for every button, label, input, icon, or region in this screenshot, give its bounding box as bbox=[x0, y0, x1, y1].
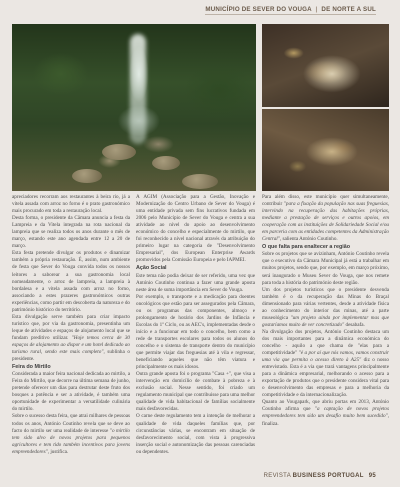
paragraph-text: , salienta António Coutinho. bbox=[279, 236, 338, 243]
header-section: MUNICÍPIO DE SEVER DO VOUGA bbox=[205, 6, 312, 13]
page-header bbox=[205, 6, 376, 15]
text-column-3 bbox=[262, 194, 389, 428]
paragraph-text: , finaliza. bbox=[262, 413, 389, 427]
paragraph bbox=[12, 413, 130, 455]
quote: "um projeto ainda por implementar mas que gostaríamos muito de ver concretizado" bbox=[262, 314, 389, 328]
waterfall-photo bbox=[12, 24, 256, 191]
paragraph bbox=[262, 329, 389, 399]
paragraph: apreciadores recorram aos restaurantes à beira rio, já a vitela assada com arroz no forno é o prato gastronómico mais procurado em toda a restauração local. bbox=[12, 194, 130, 215]
quote: "Hoje temos cerca de 30 espaços de alojamento ao dispor e um hotel dedicado ao turismo rural, sendo este mais completo" bbox=[12, 334, 130, 356]
paragraph-text: Para além disso, este município quer simultaneamente, contribuir bbox=[262, 194, 389, 208]
quote: "o mirtilo tem sido alvo de novos projetos para pequenos agricultores e tem tido também incentivos para jovens empreendedores" bbox=[12, 427, 130, 455]
page-footer bbox=[264, 473, 376, 479]
waterfall-stream bbox=[130, 34, 146, 144]
paragraph bbox=[262, 399, 389, 427]
paragraph: Este tema não podia deixar de ser referido, uma vez que António Coutinho continua a fazer uma grande aposta neste área de suma importância em Sever do Vouga. bbox=[136, 272, 255, 293]
paragraph bbox=[12, 314, 130, 363]
rock bbox=[72, 169, 102, 183]
paragraph: Sobre os projetos que se avizinham, António Coutinho revela que o executivo da Câmara Municipal já está a trabalhar em muitos projetos, sendo que, por exemplo, em março próximo, será inaugurado o Museu Sever do Vouga, que nos remete para toda a história do património deste região. bbox=[262, 251, 389, 286]
paragraph-text: Esta divulgação serve também para criar impacto turístico que, por via da gastronomia, presentinha um leque de atividades e espaços de alojamento local que se fundam preditivo utilizar. bbox=[12, 313, 130, 341]
paragraph-text: Quanto ao Vougapark, que abriu portas em 2013, António Coutinho afirma que bbox=[262, 399, 389, 413]
quote: "para a fixação da população nas suas freguesias, intervindo na recuperação das habitações próprias, mediante a prestação de serviços e outros apoios, em cooperação com as instituições de Solidariedade Social e/ou em parceria com as entidades competentes da Administração Central" bbox=[262, 201, 389, 243]
paragraph-text: Um dos projetos turísticos que o presidente desvenda também é o da recuperação das Minas do Braçal dimensionado para várias vertentes, desde a atividade física ao conhecimento do interior das minas, até a parte museológica bbox=[262, 286, 389, 321]
paragraph: Considerada a maior feira nacional dedicada ao mirtilo, a Feira do Mirtilo, que decorre na última semana de junho, pretende oferecer um dias para destrutar deste fruto dos bosques a potência e ser a atividade, é também uma oportunidade de experimentar a versatilidade culinária do mirtilo. bbox=[12, 371, 130, 413]
paragraph: Desta forma, o presidente da Câmara anuncia a festa da Lampreia e da Vitela integrada na rota nacional da lampreia que se realiza todos os anos durante o mês de março, estando este ano agendada entre 12 a 20 de março. bbox=[12, 215, 130, 250]
subhead-enaltecer-regiao: O que falta para enaltecer a região bbox=[262, 244, 351, 251]
paragraph-text: Sobre o sucesso desta feira, que atrai milhares de pessoas todos os anos, António Coutinho revela que se deve ao facto do mirtilo ser uma realidade de interesse bbox=[12, 413, 130, 434]
paragraph: A AGIM (Associação para a Gestão, Inovação e Modernização do Centro Urbano de Sever do Vouga) é uma entidade privada sem fins lucrativos fundada em 2006 pelo Município de Sever do Vouga e centra a sua atividade ao nível do apoio ao desenvolvimento económico do concelho e especialmente do mirtilo, que foi reconhecido a nível nacional através da atribuição do primeiro lugar na categoria de "Desenvolvimento Empresarial", dos European Enterprise Awards promovidos pela Comissão Europeia e pelo IAPMEI. bbox=[136, 194, 255, 264]
food-photo-2 bbox=[262, 109, 389, 191]
paragraph: Esta festa pretende divulgar os produtos e dinamizar também a própria restauração. É, assim, num ambiente de festa que Sever do Vouga convida todos os nossos leitores a saborear a sua gastronomia local nomeadamente, o arroz de lampreia, a lampreia à bordalesa e a vitela assada com arroz no forno, associando a estes prazeres gastronómicos outras experiências, como partir em descoberta da natureza e do património histórico do território. bbox=[12, 250, 130, 313]
rock bbox=[152, 156, 180, 170]
paragraph bbox=[262, 287, 389, 329]
paragraph-text: Na divulgação dos projetos, António Coutinho destaca um dos mais importantes para a dinâmica económica do concelho - aquilo a que chama de "elas para a competitividade" bbox=[262, 328, 389, 357]
header-region: DE NORTE A SUL bbox=[321, 6, 376, 13]
footer-brand: BUSINESS PORTUGAL bbox=[292, 473, 364, 479]
rock bbox=[102, 144, 136, 160]
header-separator: | bbox=[315, 6, 318, 13]
paragraph-text: desabafa. bbox=[344, 321, 365, 328]
subhead-acao-social: Ação Social bbox=[136, 265, 167, 272]
quote: "a captação de novos projetos empreendedores tem sido um desafio muito bem sucedido" bbox=[262, 406, 389, 420]
text-column-2 bbox=[136, 194, 255, 456]
paragraph-text: , sublinha o presidente. bbox=[12, 349, 130, 363]
paragraph: O carne deste regulamento tem a intenção de melhorar a qualidade de vida daqueles famílias que, por circunstâncias várias, se encontram em situação de desfavorecimento social, com vista à progressiva inserção social e autonomização das pessoas carenciadas ou dependentes. bbox=[136, 413, 255, 455]
page-number: 95 bbox=[368, 473, 376, 479]
footer-magazine: REVISTA bbox=[263, 473, 291, 479]
subhead-feira-mirtilo: Feira do Mirtilo bbox=[12, 364, 51, 371]
paragraph-text: diz o nosso entrevistado. Esta é a via que trará vantagens principalmente para a dinâmica empresarial, melhorando o acesso para a exportação de produtos que o presidente considera vital para o desenvolvimento das empresas e para a melhoria da competitividade e da internacionalização. bbox=[262, 357, 390, 399]
rock bbox=[182, 174, 218, 189]
paragraph bbox=[262, 194, 389, 243]
paragraph-text: , justifica. bbox=[47, 448, 69, 455]
paragraph: Por exemplo, o transporte e a medicação para doentes oncológicos que estão para ser assegurados pela Câmara, ou os programas das componentes, almoço e prolongamento de horário dos Jardins de Infância e Escolas do 1º Ciclo, ou as AEC's, implementadas desde o início e a funcionar em todo o concelho, bem como a rede de transportes escolares para todos os alunos do concelho e o sistema de transporte dentro do município que permite viajar das freguesias até à vila e regressar, beneficiando aqueles que não têm viatura e principalmente os mais idosos. bbox=[136, 293, 255, 371]
text-column-1 bbox=[12, 194, 130, 456]
paragraph: Outra grande aposta foi o programa "Casa +", que visa a intervenção em domicílio de combate à pobreza e à exclusão social. Nesse sentido, foi criado um regulamento municipal que contribuisse para uma melhor qualidade de vida habitacional de famílias socialmente mais desfavorecidas. bbox=[136, 371, 255, 413]
food-photo-1 bbox=[262, 24, 389, 107]
quote: "é a por aí que nós vamos, vamos construir uma via que permita o acesso direto à A25" bbox=[262, 350, 389, 364]
